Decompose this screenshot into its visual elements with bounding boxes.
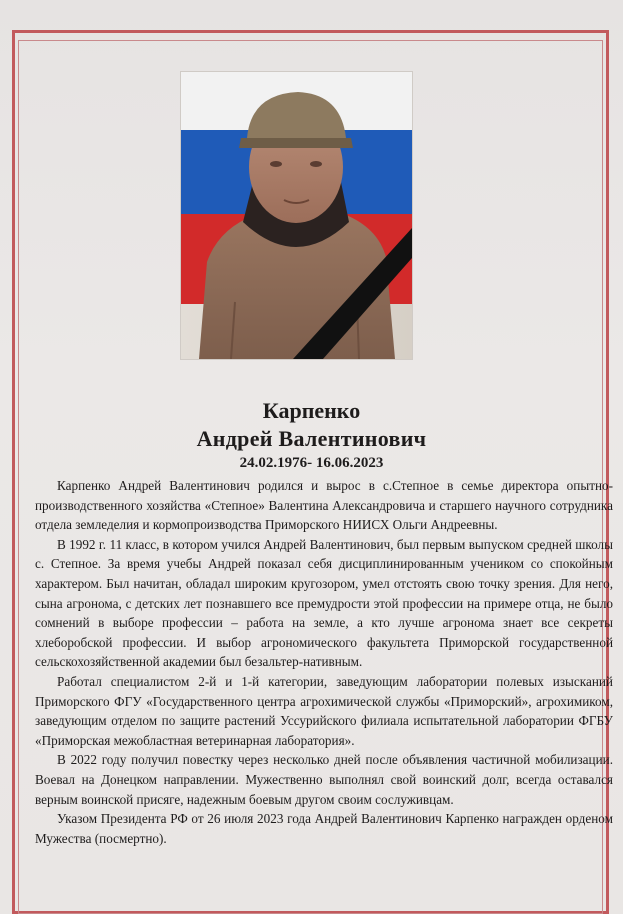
surname: Карпенко xyxy=(262,398,361,423)
bio-paragraph-2: В 1992 г. 11 класс, в котором учился Андрей Валентинович, был первым выпуском средней школы с. Степное. За время учебы Андрей показал себя дисциплинированным учеником со спокойным характером. Был начитан, обладал широким кругозором, умел отстоять свою точку зрения. Для него, сына агронома, с детских лет познавшего все премудрости этой профессии на примере отца, не было сомнений в выборе профессии – работа на земле, а кто лучше агронома знает все секреты хлеборобской профессии. И выбор агрономического факультета Приморской государственной сельскохозяйственной академии был безальтер-нативным. xyxy=(35,536,613,670)
bio-paragraph-3: Работал специалистом 2-й и 1-й категории, заведующим лаборатории полевых изысканий Приморского ФГУ «Государственного центра агрохимической службы «Приморский», агрохимиком, заведующим отделом по защите растений Уссурийского филиала испытательной лаборатории ФГБУ «Приморская межобластная ветеринарная лаборатория». xyxy=(35,673,613,748)
bio-paragraph-1: Карпенко Андрей Валентинович родился и вырос в с.Степное в семье директора опытно- производственного хозяйства «Степное» Валентина Александровича и старшего научного сотрудника отдела земледелия и кормопроизводства Приморского НИИСХ Ольги Андреевны. xyxy=(35,478,613,533)
full-name: Андрей Валентинович xyxy=(196,426,427,451)
bio-paragraph-5: Указом Президента РФ от 26 июля 2023 года Андрей Валентинович Карпенко награжден орденом Мужества (посмертно). xyxy=(35,811,613,846)
portrait-photo xyxy=(181,72,412,359)
bio-paragraph-4: В 2022 году получил повестку через несколько дней после объявления частичной мобилизации. Воевал на Донецком направлении. Мужественно выполнял свой воинский долг, всегда оставался верным воинской присяге, надежным боевым другом своим сослуживцам. xyxy=(35,752,613,807)
life-dates: 24.02.1976- 16.06.2023 xyxy=(239,455,384,471)
biography xyxy=(35,476,613,848)
memorial-portrait-icon xyxy=(181,72,412,359)
